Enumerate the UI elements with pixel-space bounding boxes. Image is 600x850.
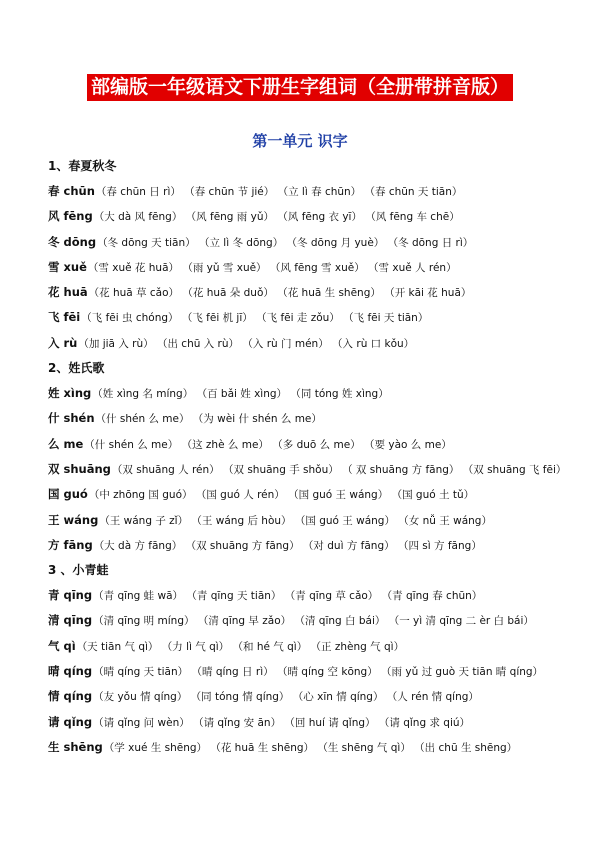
unit-heading: 第一单元 识字	[252, 132, 348, 150]
character-entry	[48, 280, 593, 305]
word-combinations: （春 chūn 日 rì） （春 chūn 节 jié） （立 lì 春 chūn） （春 chūn 天 tiān）	[95, 186, 463, 198]
character-entry	[48, 684, 593, 709]
character-entry	[48, 634, 593, 659]
word-combinations: （什 shén 么 me） （这 zhè 么 me） （多 duō 么 me） （要 yào 么 me）	[84, 438, 452, 451]
character-head: 方 fāng	[48, 537, 93, 552]
character-head: 情 qíng	[48, 689, 93, 704]
character-head: 春 chūn	[48, 184, 95, 198]
section-title: 1、春夏秋冬	[48, 159, 117, 173]
character-entry	[48, 508, 593, 533]
character-entry	[48, 608, 593, 633]
word-combinations: （双 shuāng 人 rén） （双 shuāng 手 shǒu） （ 双 shuāng 方 fāng） （双 shuāng 飞 fēi）	[111, 463, 567, 476]
character-entry	[48, 204, 593, 229]
character-entry	[48, 533, 593, 558]
character-head: 青 qīng	[48, 588, 93, 603]
character-entry	[48, 482, 593, 507]
section-title: 3 、小青蛙	[48, 563, 109, 578]
character-head: 花 huā	[48, 285, 88, 300]
character-head: 气 qì	[48, 638, 76, 653]
word-combinations: （请 qǐng 问 wèn） （请 qǐng 安 ān） （回 huí 请 qǐng） （请 qǐng 求 qiú）	[93, 716, 471, 729]
word-combinations: （什 shén 么 me） （为 wèi 什 shén 么 me）	[95, 413, 322, 426]
word-combinations: （大 dà 风 fēng） （风 fēng 雨 yǔ） （风 fēng 衣 yī） （风 fēng 车 chē）	[93, 211, 460, 224]
character-head: 雪 xuě	[48, 259, 87, 274]
character-head: 双 shuāng	[48, 461, 111, 476]
word-combinations: （花 huā 草 cǎo） （花 huā 朵 duǒ） （花 huā 生 shēng） （开 kāi 花 huā）	[88, 287, 472, 300]
character-head: 飞 fēi	[48, 310, 81, 325]
character-entry	[48, 255, 593, 280]
word-combinations: （加 jiā 入 rù） （出 chū 入 rù） （入 rù 门 mén） （入 rù 口 kǒu）	[78, 337, 415, 350]
character-head: 么 me	[48, 436, 84, 451]
word-combinations: （中 zhōng 国 guó） （国 guó 人 rén） （国 guó 王 wáng） （国 guó 土 tǔ）	[88, 489, 475, 502]
character-entry	[48, 735, 593, 760]
character-entry	[48, 659, 593, 684]
word-combinations: （冬 dōng 天 tiān） （立 lì 冬 dōng） （冬 dōng 月 yuè） （冬 dōng 日 rì）	[97, 236, 474, 249]
word-combinations: （雪 xuě 花 huā） （雨 yǔ 雪 xuě） （风 fēng 雪 xuě） （雪 xuě 人 rén）	[87, 261, 457, 274]
character-entry	[48, 179, 593, 204]
word-list-content	[48, 154, 593, 760]
character-head: 冬 dōng	[48, 234, 97, 249]
character-head: 入 rù	[48, 335, 78, 350]
character-head: 姓 xìng	[48, 386, 92, 401]
character-head: 请 qǐng	[48, 714, 93, 729]
title-banner	[0, 74, 600, 101]
page-title: 部编版一年级语文下册生字组词（全册带拼音版）	[87, 74, 513, 101]
word-combinations: （姓 xìng 名 míng） （百 bǎi 姓 xìng） （同 tóng 姓 xìng）	[92, 388, 389, 401]
word-combinations: （学 xué 生 shēng） （花 huā 生 shēng） （生 shēng 气 qì） （出 chū 生 shēng）	[103, 741, 518, 754]
character-entry	[48, 710, 593, 735]
word-combinations: （飞 fēi 虫 chóng） （飞 fēi 机 jī） （飞 fēi 走 zǒu） （飞 fēi 天 tiān）	[81, 312, 429, 325]
section-title: 2、姓氏歌	[48, 361, 105, 376]
character-head: 风 fēng	[48, 209, 93, 224]
word-combinations: （王 wáng 子 zǐ） （王 wáng 后 hòu） （国 guó 王 wáng） （女 nǚ 王 wáng）	[99, 514, 492, 527]
word-combinations: （友 yǒu 情 qíng） （同 tóng 情 qíng） （心 xīn 情 qíng） （人 rén 情 qíng）	[93, 691, 479, 704]
word-combinations: （天 tiān 气 qì） （力 lì 气 qì） （和 hé 气 qì） （正 zhèng 气 qì）	[76, 640, 405, 653]
word-combinations: （青 qīng 蛙 wā） （青 qīng 天 tiān） （青 qīng 草 cǎo） （青 qīng 春 chūn）	[93, 590, 483, 603]
character-entry	[48, 583, 593, 608]
character-head: 生 shēng	[48, 739, 103, 754]
character-head: 晴 qíng	[48, 664, 93, 679]
character-head: 什 shén	[48, 411, 95, 426]
character-entry	[48, 432, 593, 457]
word-combinations: （晴 qíng 天 tiān） （晴 qíng 日 rì） （晴 qíng 空 kōng） （雨 yǔ 过 guò 天 tiān 晴 qíng）	[93, 666, 544, 679]
character-entry	[48, 381, 593, 406]
character-head: 清 qīng	[48, 613, 93, 628]
word-combinations: （清 qīng 明 míng） （清 qīng 早 zǎo） （清 qīng 白 bái） （一 yì 清 qīng 二 èr 白 bái）	[93, 615, 534, 628]
word-combinations: （大 dà 方 fāng） （双 shuāng 方 fāng） （对 duì 方 fāng） （四 sì 方 fāng）	[93, 539, 482, 552]
character-entry	[48, 457, 593, 482]
character-head: 王 wáng	[48, 512, 99, 527]
character-entry	[48, 406, 593, 431]
character-entry	[48, 230, 593, 255]
character-entry	[48, 305, 593, 330]
character-head: 国 guó	[48, 487, 88, 502]
character-entry	[48, 331, 593, 356]
